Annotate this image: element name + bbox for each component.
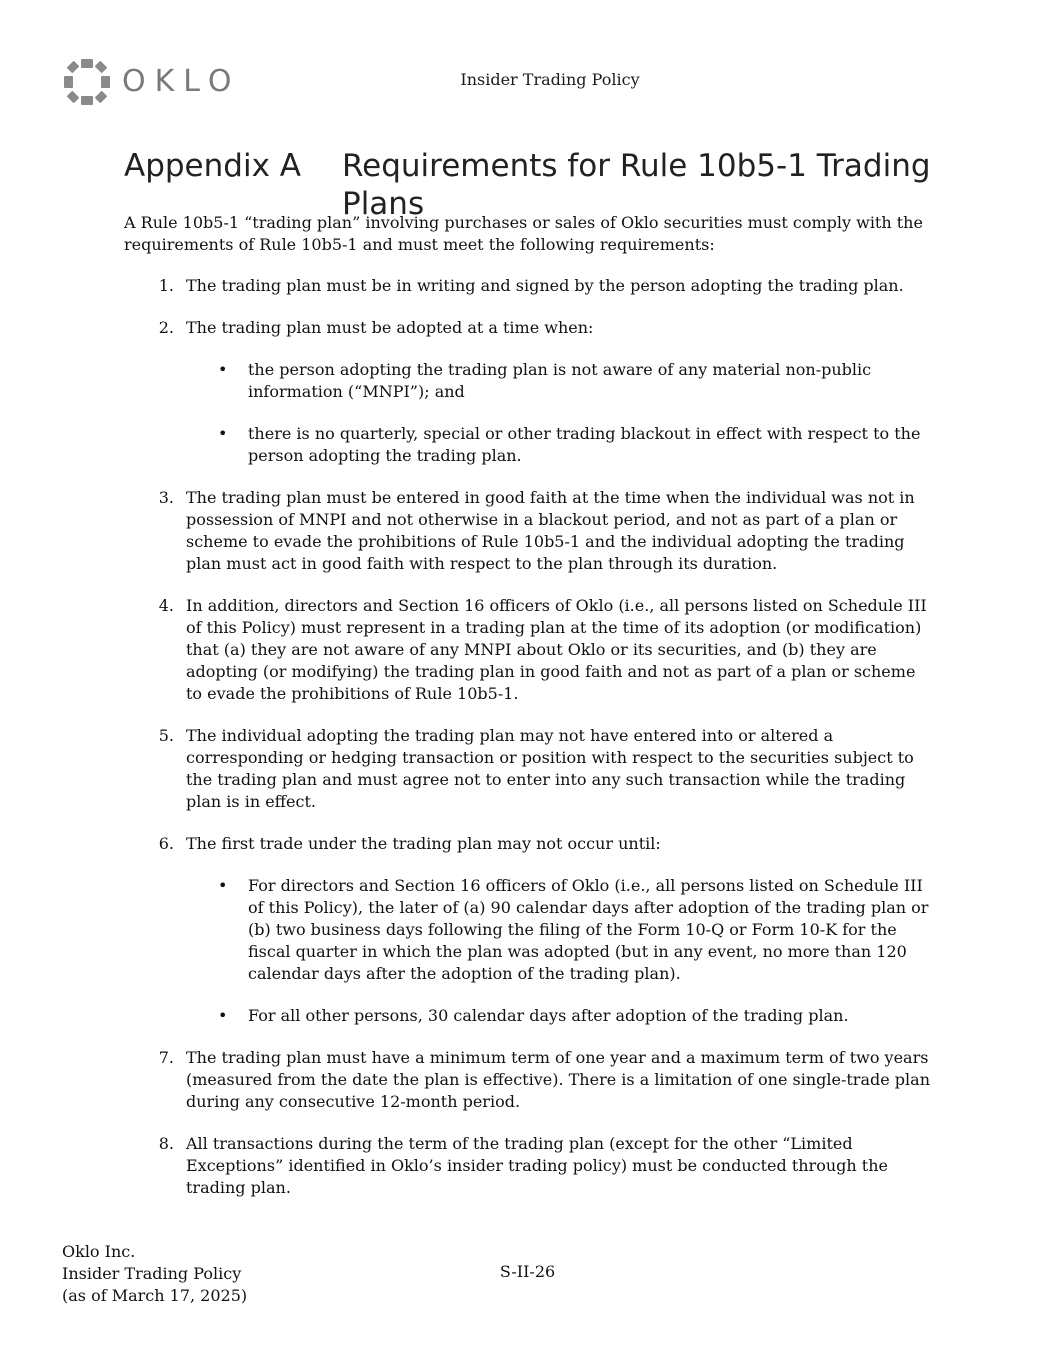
bullet-item bbox=[186, 1005, 934, 1027]
item-text: The trading plan must be in writing and signed by the person adopting the trading plan. bbox=[186, 276, 904, 295]
item-text: The trading plan must have a minimum term of one year and a maximum term of two years (measured from the date the plan is effective). There is a limitation of one single-trade plan during any consecutive 12-month period. bbox=[186, 1048, 930, 1111]
item-number: 4. bbox=[158, 596, 174, 615]
list-item bbox=[124, 595, 934, 705]
footer-date: (as of March 17, 2025) bbox=[62, 1286, 248, 1305]
bullet-text: there is no quarterly, special or other trading blackout in effect with respect to the person adopting the trading plan. bbox=[248, 424, 921, 465]
list-item bbox=[124, 317, 934, 467]
footer-policy: Insider Trading Policy bbox=[62, 1264, 242, 1283]
item-number: 1. bbox=[158, 276, 174, 295]
item-number: 2. bbox=[158, 318, 174, 337]
bullet-icon: • bbox=[218, 1006, 228, 1025]
running-header: Insider Trading Policy bbox=[460, 70, 640, 89]
list-item bbox=[124, 1047, 934, 1113]
appendix-label: Appendix A bbox=[124, 147, 301, 184]
list-item bbox=[124, 1133, 934, 1199]
bullet-list bbox=[186, 875, 934, 1027]
item-text: The individual adopting the trading plan may not have entered into or altered a corresponding or hedging transaction or position with respect to the securities subject to the trading plan and must agree not to enter into any such transaction while the trading plan is in effect. bbox=[186, 726, 914, 811]
item-text: The trading plan must be entered in good faith at the time when the individual was not in possession of MNPI and not otherwise in a blackout period, and not as part of a plan or scheme to evade the prohibitions of Rule 10b5-1 and the individual adopting the trading plan must act in good faith with respect to the plan through its duration. bbox=[186, 488, 915, 573]
item-text: The first trade under the trading plan may not occur until: bbox=[186, 834, 661, 853]
intro-paragraph: A Rule 10b5-1 “trading plan” involving purchases or sales of Oklo securities must comply with the requirements of Rule 10b5-1 and must meet the following requirements: bbox=[124, 213, 923, 254]
list-item bbox=[124, 487, 934, 575]
list-item bbox=[124, 833, 934, 1027]
item-number: 8. bbox=[158, 1134, 174, 1153]
bullet-text: For directors and Section 16 officers of Oklo (i.e., all persons listed on Schedule III of this Policy), the later of (a) 90 calendar days after adoption of the trading plan or (b) two business days following the filing of the Form 10-Q or Form 10-K for the fiscal quarter in which the plan was adopted (but in any event, no more than 120 calendar days after the adoption of the trading plan). bbox=[248, 876, 929, 983]
page-number: S-II-26 bbox=[499, 1262, 556, 1281]
item-number: 7. bbox=[158, 1048, 174, 1067]
item-number: 5. bbox=[158, 726, 174, 745]
bullet-item bbox=[186, 423, 934, 467]
list-item bbox=[124, 275, 934, 297]
bullet-item bbox=[186, 875, 934, 985]
bullet-list bbox=[186, 359, 934, 467]
footer-company: Oklo Inc. bbox=[62, 1242, 136, 1261]
item-text: All transactions during the term of the trading plan (except for the other “Limited Exceptions” identified in Oklo’s insider trading policy) must be conducted through the trading plan. bbox=[186, 1134, 888, 1197]
list-item bbox=[124, 725, 934, 813]
item-number: 3. bbox=[158, 488, 174, 507]
item-text: In addition, directors and Section 16 officers of Oklo (i.e., all persons listed on Schedule III of this Policy) must represent in a trading plan at the time of its adoption (or modification) that (a) they are not aware of any MNPI about Oklo or its securities, and (b) they are adopting (or modifying) the trading plan in good faith and not as part of a plan or scheme to evade the prohibitions of Rule 10b5-1. bbox=[186, 596, 927, 703]
bullet-text: the person adopting the trading plan is not aware of any material non-public information (“MNPI”); and bbox=[248, 360, 872, 401]
appendix-title: Requirements for Rule 10b5-1 Trading Plans bbox=[342, 147, 931, 222]
bullet-icon: • bbox=[218, 360, 228, 379]
item-text: The trading plan must be adopted at a time when: bbox=[186, 318, 594, 337]
requirements-list bbox=[124, 275, 934, 1219]
bullet-item bbox=[186, 359, 934, 403]
bullet-icon: • bbox=[218, 876, 228, 895]
item-number: 6. bbox=[158, 834, 174, 853]
logo-wordmark: OKLO bbox=[122, 64, 241, 99]
bullet-icon: • bbox=[218, 424, 228, 443]
bullet-text: For all other persons, 30 calendar days after adoption of the trading plan. bbox=[248, 1006, 849, 1025]
